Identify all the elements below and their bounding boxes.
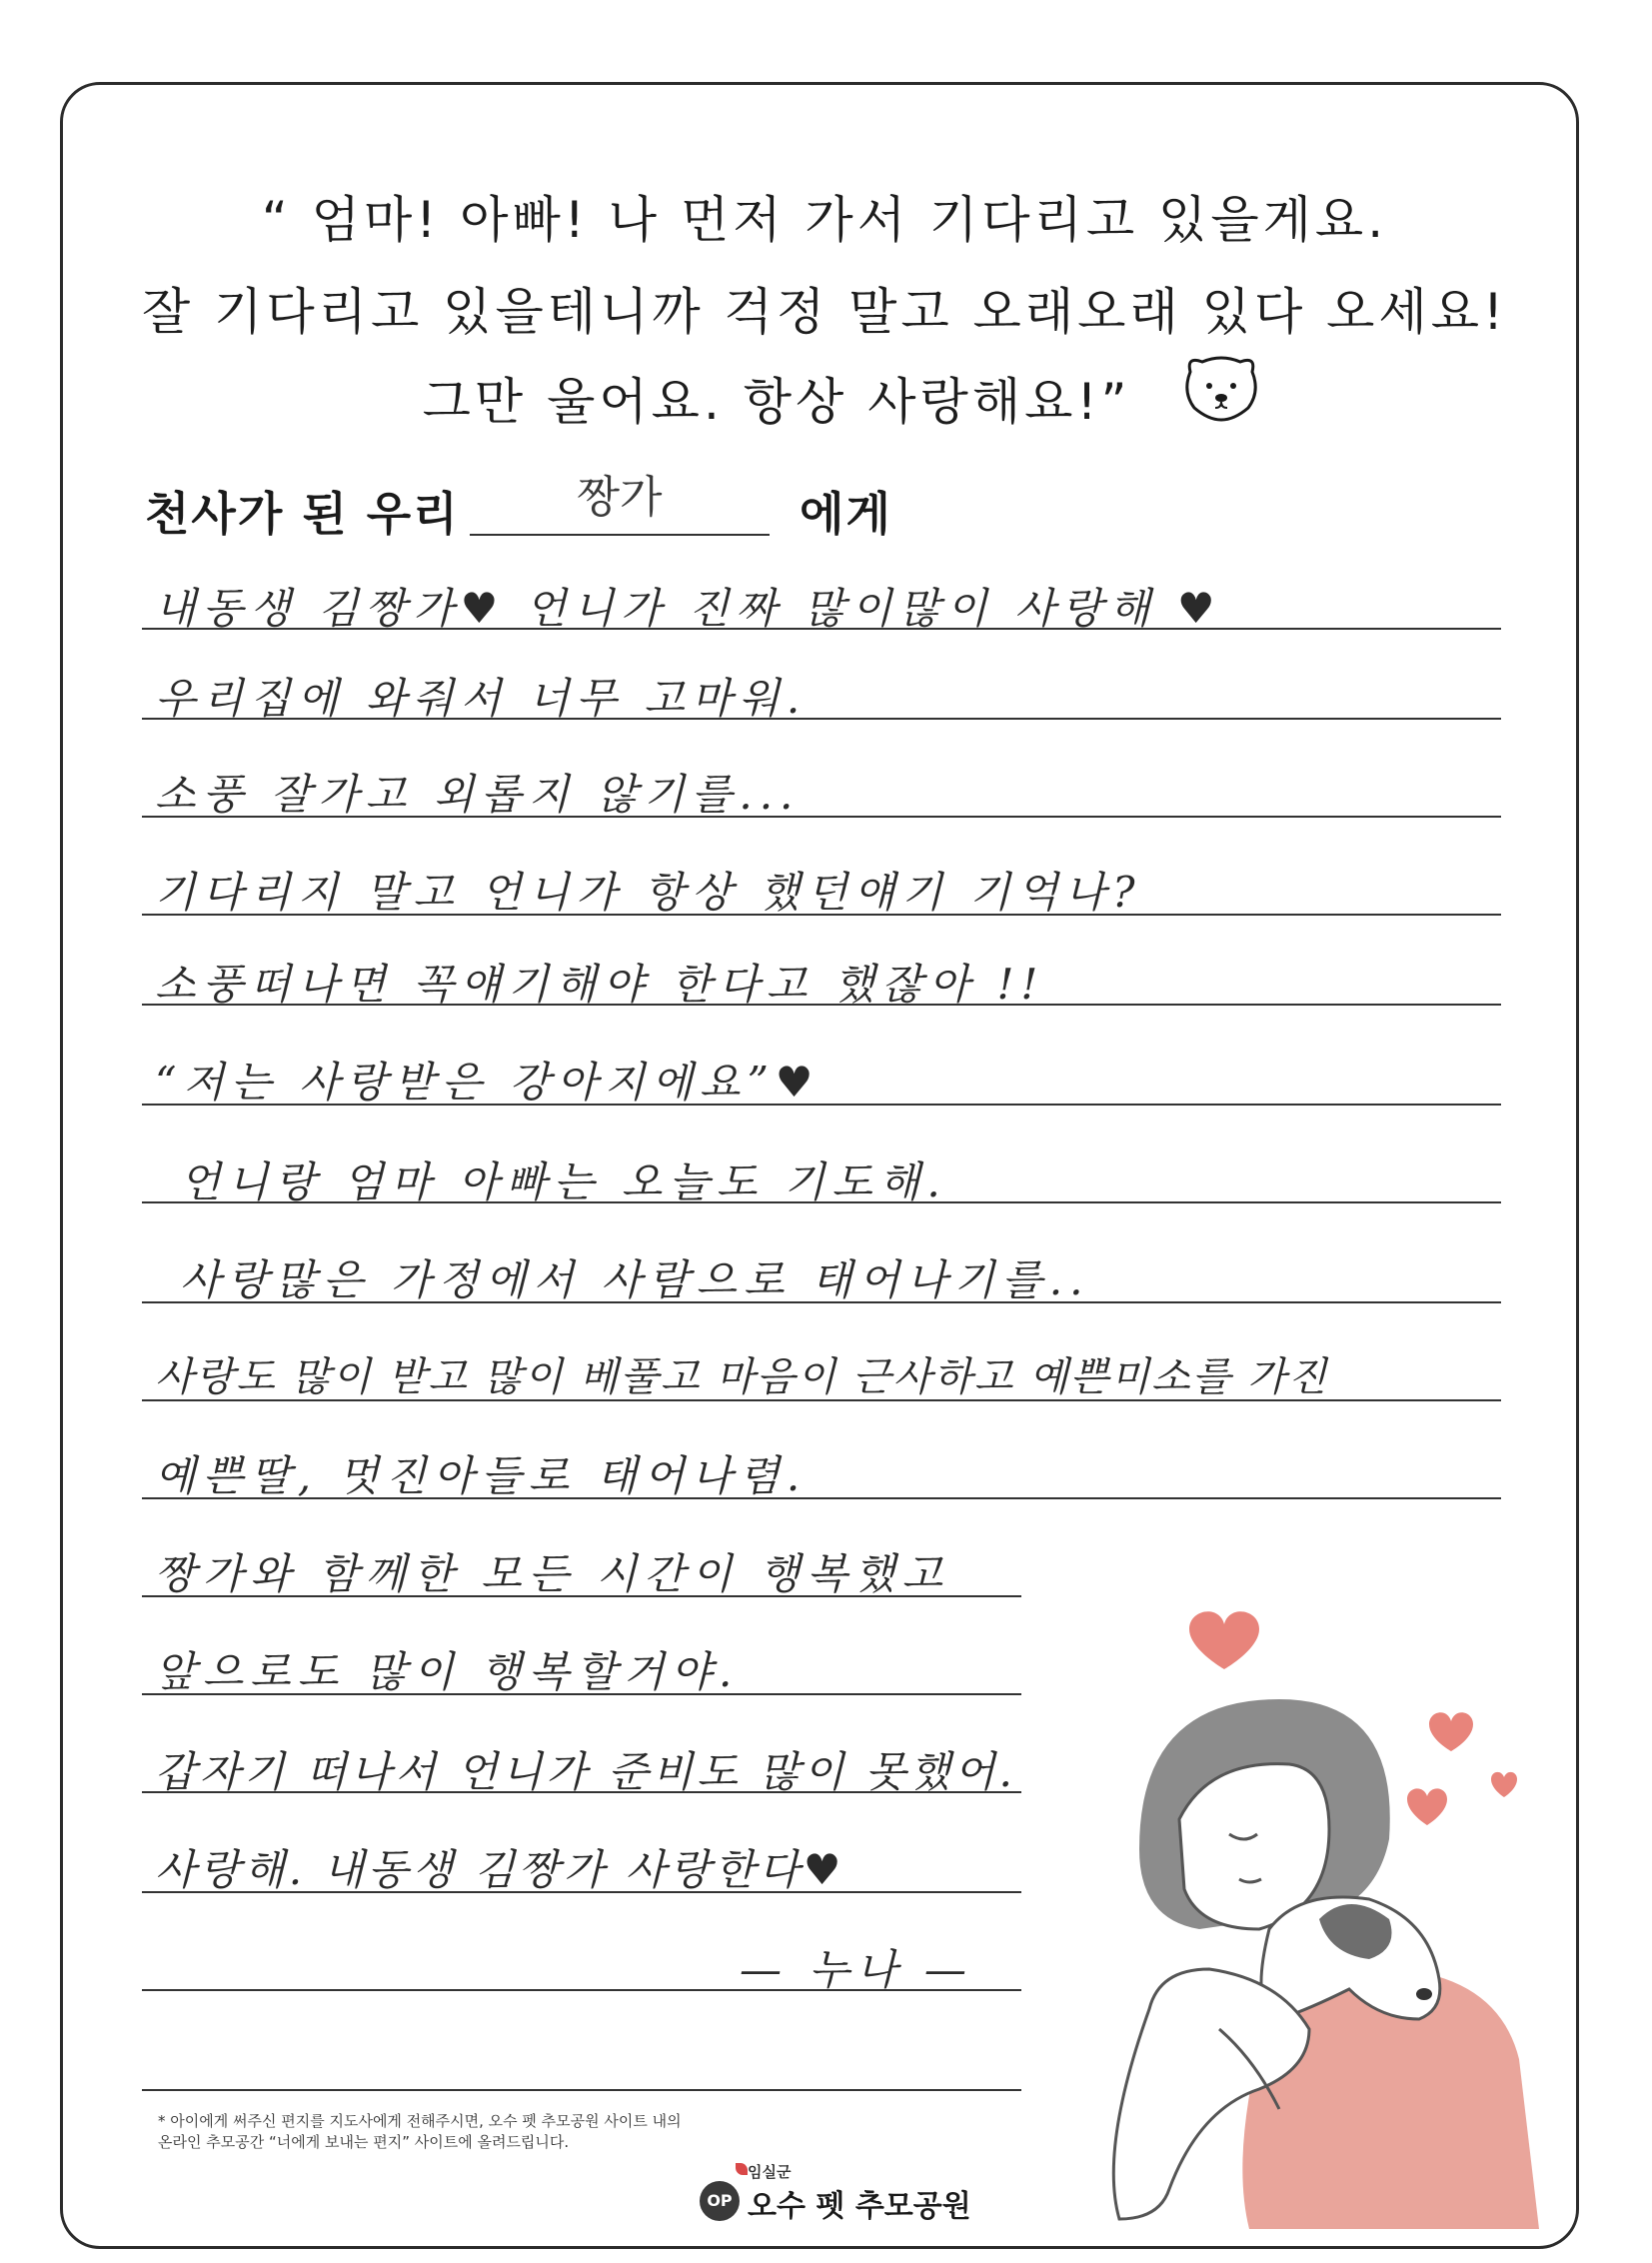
ruled-line (142, 2089, 1021, 2091)
letter-line: 갑자기 떠나서 언니가 준비도 많이 못했어. (155, 1747, 1016, 1796)
heart-icon (1429, 1712, 1473, 1751)
letter-line: 우리집에 와줘서 너무 고마워. (155, 674, 808, 723)
logo-icon: OP (700, 2181, 740, 2221)
letter-line: 사랑많은 가정에서 사람으로 태어나기를.. (180, 1255, 1090, 1304)
recipient-prefix: 천사가 된 우리 (145, 487, 460, 541)
footer-note (158, 2111, 682, 2153)
logo-leaf-icon (736, 2163, 748, 2175)
footer-note-line: 온라인 추모공간 “너에게 보내는 편지” 사이트에 올려드립니다. (158, 2133, 570, 2151)
letter-line: “저는 사랑받은 강아지에요”♥ (155, 1058, 821, 1107)
letter-line: 소풍 잘가고 외롭지 않기를... (155, 770, 801, 819)
letter-line: 사랑해. 내동생 김짱가 사랑한다♥ (155, 1845, 845, 1894)
footer-note-line: * 아이에게 써주신 편지를 지도사에게 전해주시면, 오수 펫 추모공원 사이트 내의 (158, 2112, 682, 2130)
letter-line: 기다리지 말고 언니가 항상 했던얘기 기억나? (155, 868, 1142, 917)
quote-line-3: 그만 울어요. 항상 사랑해요!” (422, 373, 1131, 431)
heart-icon (1189, 1611, 1259, 1669)
girl-hugging-dog-illustration (1079, 1589, 1579, 2229)
quote-line-1: “ 엄마! 아빠! 나 먼저 가서 기다리고 있을게요. (261, 191, 1388, 249)
letter-line: 예쁜딸, 멋진아들로 태어나렴. (155, 1451, 808, 1500)
heart-icon (1407, 1788, 1447, 1825)
heart-icon (1491, 1772, 1517, 1797)
recipient-suffix: 에게 (800, 487, 892, 541)
letter-line: 짱가와 함께한 모든 시간이 행복했고 (155, 1549, 949, 1598)
letter-signature: — 누나 — (740, 1945, 973, 1994)
logo-subtitle: 임실군 (748, 2163, 792, 2181)
logo-name: 오수 펫 추모공원 (748, 2189, 971, 2224)
dog-face-icon (1182, 352, 1260, 422)
recipient-name: 짱가 (470, 470, 770, 536)
quote-line-2: 잘 기다리고 있을테니까 걱정 말고 오래오래 있다 오세요! (141, 283, 1508, 341)
letter-line: 사랑도 많이 받고 많이 베풀고 마음이 근사하고 예쁜미소를 가진 (155, 1354, 1329, 1400)
letter-line: 앞으로도 많이 행복할거야. (155, 1647, 740, 1696)
letter-line: 내동생 김짱가♥ 언니가 진짜 많이많이 사랑해 ♥ (155, 584, 1222, 633)
letter-line: 언니랑 엄마 아빠는 오늘도 기도해. (180, 1157, 947, 1206)
logo (700, 2161, 999, 2231)
letter-line: 소풍떠나면 꼭얘기해야 한다고 했잖아 !! (155, 960, 1045, 1009)
